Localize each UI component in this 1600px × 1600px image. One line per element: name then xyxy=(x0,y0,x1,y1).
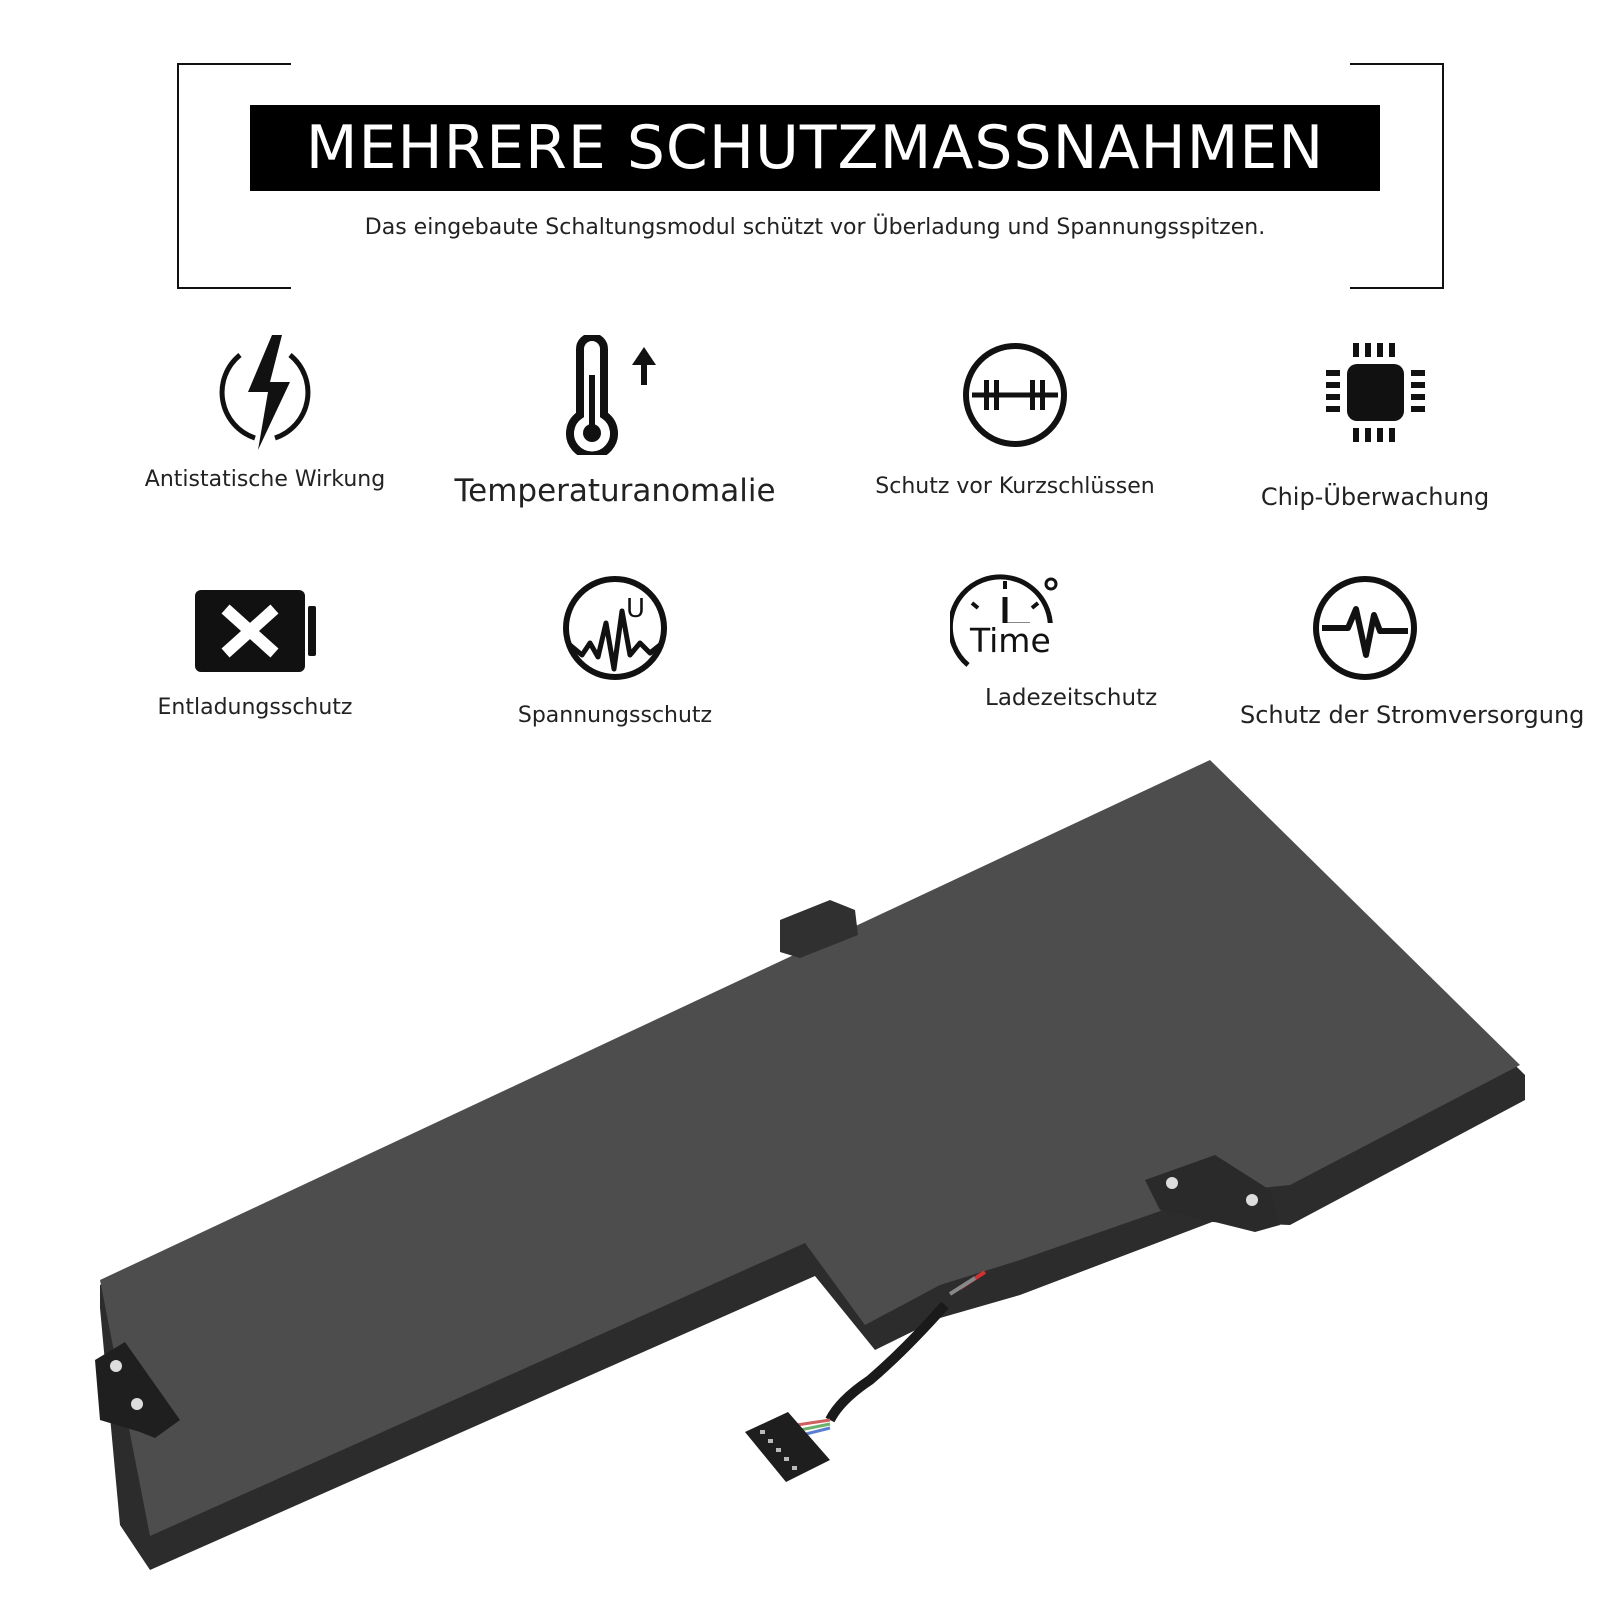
feature-discharge xyxy=(140,588,370,720)
voltage-wave-icon xyxy=(560,573,670,683)
lightning-bolt-icon xyxy=(210,330,320,455)
battery-top-surface xyxy=(100,760,1520,1536)
pulse-icon xyxy=(1310,573,1420,683)
frame-top-left-line xyxy=(177,63,291,65)
feature-label: Antistatische Wirkung xyxy=(144,467,386,492)
frame-left-line xyxy=(177,63,179,289)
feature-chip-monitoring xyxy=(1245,340,1505,511)
chip-icon xyxy=(1323,340,1428,445)
frame-top-right-line xyxy=(1350,63,1444,65)
mount-hole xyxy=(110,1360,122,1372)
feature-label: Chip-Überwachung xyxy=(1260,483,1490,511)
feature-label: Schutz der Stromversorgung xyxy=(1240,701,1585,729)
laptop-battery-image xyxy=(0,760,1600,1600)
feature-charge-time xyxy=(945,573,1185,711)
feature-antistatic xyxy=(140,330,390,492)
short-circuit-icon xyxy=(960,340,1070,450)
feature-temperature xyxy=(445,335,785,509)
thermometer-icon xyxy=(560,335,670,455)
battery-x-icon xyxy=(190,588,320,673)
feature-label: Schutz vor Kurzschlüssen xyxy=(875,474,1155,499)
mount-hole xyxy=(131,1398,143,1410)
feature-short-circuit xyxy=(875,340,1155,499)
feature-label: Entladungsschutz xyxy=(157,695,353,720)
feature-label: Temperaturanomalie xyxy=(454,473,776,509)
frame-bottom-left-line xyxy=(177,287,291,289)
svg-text:U: U xyxy=(626,594,646,624)
feature-label: Ladezeitschutz xyxy=(985,685,1158,711)
feature-label: Spannungsschutz xyxy=(517,703,713,728)
page-title: MEHRERE SCHUTZMASSNAHMEN xyxy=(250,105,1380,191)
page-subtitle: Das eingebaute Schaltungsmodul schützt vor Überladung und Spannungsspitzen. xyxy=(364,215,1266,240)
timer-icon-text: Time xyxy=(970,621,1051,660)
mount-hole xyxy=(1246,1194,1258,1206)
frame-right-line xyxy=(1442,63,1444,289)
feature-voltage xyxy=(510,573,720,728)
frame-bottom-right-line xyxy=(1350,287,1444,289)
mount-hole xyxy=(1166,1177,1178,1189)
feature-power-supply xyxy=(1240,573,1590,729)
